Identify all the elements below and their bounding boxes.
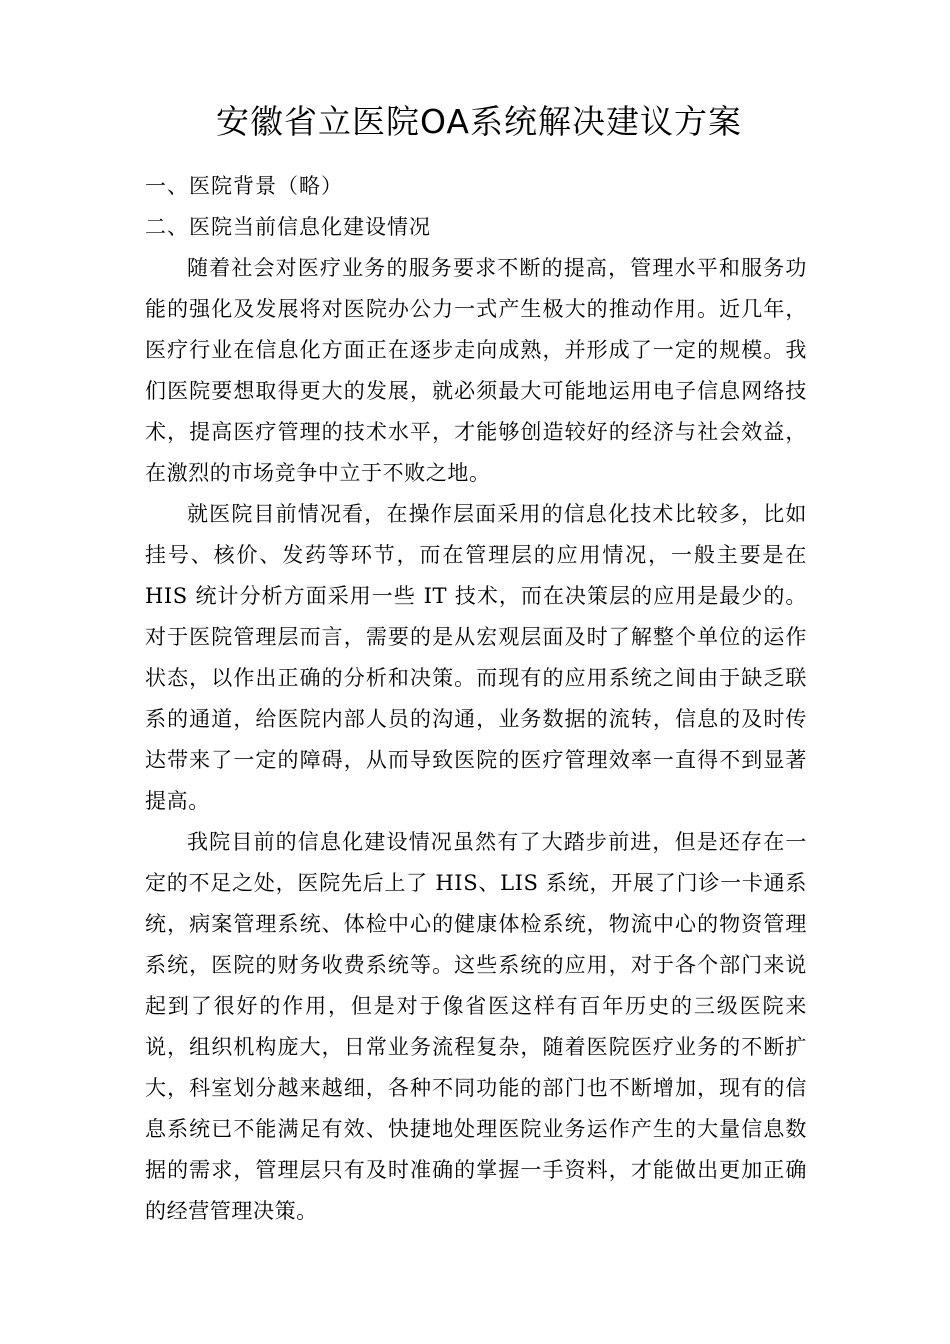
section-heading-it-status: 二、医院当前信息化建设情况: [145, 215, 431, 239]
body-paragraph: 就医院目前情况看，在操作层面采用的信息化技术比较多，比如挂号、核价、发药等环节，而在管理层的应用情况，一般主要是在HIS 统计分析方面采用一些 IT 技术，而在决策层的应用是最少的。对于医院管理层而言，需要的是从宏观层面及时了解整个单位的运作状态，以作出正确的分析和决策。而现有的应用系统之间由于缺乏联系的通道，给医院内部人员的沟通，业务数据的流转，信息的及时传达带来了一定的障碍，从而导致医院的医疗管理效率一直得不到显著提高。: [145, 502, 807, 813]
body-paragraph: 我院目前的信息化建设情况虽然有了大踏步前进，但是还存在一定的不足之处，医院先后上了 HIS、LIS 系统，开展了门诊一卡通系统，病案管理系统、体检中心的健康体检系统，物流中心的物资管理系统，医院的财务收费系统等。这些系统的应用，对于各个部门来说起到了很好的作用，但是对于像省医这样有百年历史的三级医院来说，组织机构庞大，日常业务流程复杂，随着医院医疗业务的不断扩大，科室划分越来越细，各种不同功能的部门也不断增加，现有的信息系统已不能满足有效、快捷地处理医院业务运作产生的大量信息数据的需求，管理层只有及时准确的掌握一手资料，才能做出更加正确的经营管理决策。: [145, 830, 807, 1223]
body-paragraph: 随着社会对医疗业务的服务要求不断的提高，管理水平和服务功能的强化及发展将对医院办公力一式产生极大的推动作用。近几年，医疗行业在信息化方面正在逐步走向成熟，并形成了一定的规模。我们医院要想取得更大的发展，就必须最大可能地运用电子信息网络技术，提高医疗管理的技术水平，才能够创造较好的经济与社会效益，在激烈的市场竞争中立于不败之地。: [145, 256, 807, 485]
document-title: 安徽省立医院OA系统解决建议方案: [216, 102, 742, 141]
section-heading-background: 一、医院背景（略）: [145, 174, 343, 198]
